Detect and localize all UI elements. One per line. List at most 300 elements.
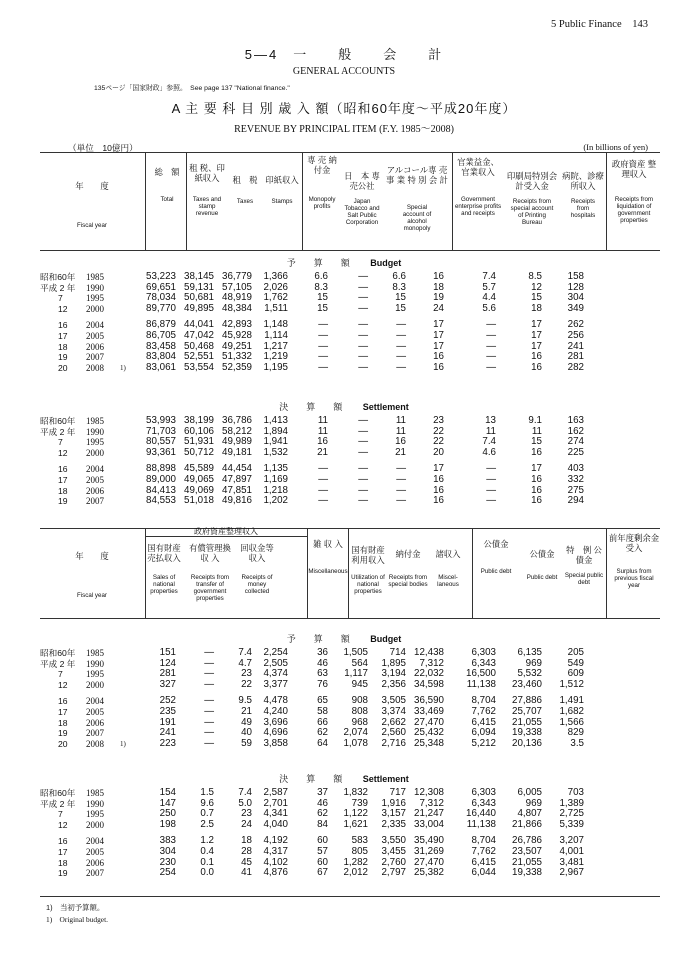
row-note: 1) xyxy=(120,739,126,748)
table-cell: 6,415 xyxy=(471,716,496,728)
table-row xyxy=(40,836,584,847)
table-cell: 15 xyxy=(395,302,406,314)
table-cell: 86,879 xyxy=(146,319,176,331)
table-row xyxy=(40,293,584,304)
table-cell: 22 xyxy=(241,678,252,690)
table-cell: 1,832 xyxy=(343,787,368,798)
table-cell: 739 xyxy=(351,797,368,809)
table-cell: 34,598 xyxy=(414,678,444,690)
table-cell: ― xyxy=(358,302,368,314)
table-cell: 7.4 xyxy=(482,271,496,282)
table-cell: 22 xyxy=(433,425,444,437)
table-cell: 2,701 xyxy=(263,797,288,809)
table-cell: 22 xyxy=(433,436,444,448)
table-cell: 49,069 xyxy=(184,484,214,496)
table-cell: 4,040 xyxy=(263,818,288,830)
table-cell: 7,312 xyxy=(419,657,444,669)
table-cell: 1,078 xyxy=(343,737,368,749)
budget-label-en-2: Budget xyxy=(370,634,402,644)
table-cell: 22,032 xyxy=(414,668,444,680)
table-cell: ― xyxy=(358,271,368,282)
table-cell: 16 xyxy=(531,495,542,507)
table-cell: 403 xyxy=(567,463,584,475)
table-cell: 27,886 xyxy=(512,695,542,707)
table-cell: 2,967 xyxy=(559,867,584,879)
table-cell: ― xyxy=(396,495,406,507)
row-year: 2008 xyxy=(86,362,104,373)
table-cell: 21,055 xyxy=(512,716,542,728)
col-alcohol-en: Special account of alcohol monopoly xyxy=(402,204,432,232)
table-cell: 49,251 xyxy=(222,340,252,352)
row-era-year: 12 xyxy=(58,819,68,830)
table-row xyxy=(40,272,584,283)
row-year: 1995 xyxy=(86,293,104,304)
table-cell: 969 xyxy=(525,797,542,809)
table-cell: 1,202 xyxy=(263,495,288,507)
row-era-year: 19 xyxy=(58,868,68,879)
table-cell: 1,916 xyxy=(381,797,406,809)
table-cell: 7,312 xyxy=(419,797,444,809)
table-cell: 21,866 xyxy=(512,818,542,830)
table-cell: 20,136 xyxy=(512,737,542,749)
row-note xyxy=(120,836,140,847)
table-cell: 7.4 xyxy=(238,647,252,658)
table-cell: 93,361 xyxy=(146,446,176,458)
table-cell: 0.7 xyxy=(200,808,214,820)
table-cell: 78,034 xyxy=(146,292,176,304)
table-cell: 281 xyxy=(567,351,584,363)
col-total-jp: 総 額 xyxy=(154,167,180,177)
table-cell: 6,005 xyxy=(517,787,542,798)
col-special-bodies-jp: 納付金 xyxy=(395,549,421,559)
row-year: 2007 xyxy=(86,868,104,879)
table-cell: ― xyxy=(358,281,368,293)
table-row xyxy=(40,669,584,680)
table-cell: 3,194 xyxy=(381,668,406,680)
table-row xyxy=(40,283,584,294)
table-cell: 1,219 xyxy=(263,351,288,363)
table-cell: 49,989 xyxy=(222,436,252,448)
table-cell: 28 xyxy=(241,845,252,857)
row-note xyxy=(120,437,140,448)
table-cell: 13 xyxy=(485,415,496,426)
col-pubdebt-en: Public debt xyxy=(480,568,512,575)
table-row xyxy=(40,659,584,670)
table-cell: ― xyxy=(396,473,406,485)
row-note xyxy=(120,486,140,497)
col-surplus-jp: 前年度剰余金受入 xyxy=(608,533,660,553)
table-cell: 21 xyxy=(317,446,328,458)
col-collected-en: Receipts of money collected xyxy=(241,574,273,595)
row-era-year: 7 xyxy=(58,809,63,820)
row-note xyxy=(120,858,140,869)
row-year: 1995 xyxy=(86,669,104,680)
row-note xyxy=(120,475,140,486)
table-cell: 8.5 xyxy=(528,271,542,282)
table-cell: 53,223 xyxy=(146,271,176,282)
table2-budget xyxy=(40,648,584,749)
table-cell: 4,807 xyxy=(517,808,542,820)
table-cell: ― xyxy=(318,351,328,363)
table-cell: ― xyxy=(358,340,368,352)
row-year: 2004 xyxy=(86,836,104,847)
table-row xyxy=(40,820,584,831)
table-cell: 254 xyxy=(159,867,176,879)
page-header xyxy=(551,19,648,30)
table-cell: 1,894 xyxy=(263,425,288,437)
table-cell: 1,169 xyxy=(263,473,288,485)
table-cell: 1.5 xyxy=(200,787,214,798)
table-cell: 23 xyxy=(241,808,252,820)
table-cell: 2,254 xyxy=(263,647,288,658)
table-cell: 66 xyxy=(317,716,328,728)
col-printing-jp: 印刷局特別会計受入金 xyxy=(506,171,558,191)
data-table xyxy=(40,416,584,507)
reference-note: 135ページ「国家財政」参照。 See page 137 "National finance." xyxy=(94,85,290,92)
col-utilization-en: Utilization of national properties xyxy=(351,574,385,595)
table-cell: 7.4 xyxy=(482,436,496,448)
row-note xyxy=(120,448,140,459)
table-cell: 48,384 xyxy=(222,302,252,314)
table-cell: 0.0 xyxy=(200,867,214,879)
table-cell: 11,138 xyxy=(466,678,496,690)
row-note xyxy=(120,416,140,427)
table-cell: 808 xyxy=(351,705,368,717)
table-cell: ― xyxy=(396,340,406,352)
table-cell: 62 xyxy=(317,808,328,820)
row-note xyxy=(120,293,140,304)
page-title: 5―4 一 般 会 計 xyxy=(244,47,444,62)
table-cell: ― xyxy=(486,351,496,363)
table-cell: ― xyxy=(318,340,328,352)
page-number: 143 xyxy=(632,19,648,30)
table-cell: 15 xyxy=(395,292,406,304)
table-cell: 1,135 xyxy=(263,463,288,475)
table-cell: ― xyxy=(358,351,368,363)
row-note xyxy=(120,304,140,315)
table-cell: ― xyxy=(486,319,496,331)
row-era-year: 16 xyxy=(58,836,68,847)
table-cell: 124 xyxy=(159,657,176,669)
table-cell: 5.0 xyxy=(238,797,252,809)
table-cell: 36,779 xyxy=(222,271,252,282)
table-cell: 21,247 xyxy=(414,808,444,820)
col-tobacco-jp: 日 本 専売公社 xyxy=(344,171,380,191)
table-cell: 7,762 xyxy=(471,705,496,717)
table-cell: 2.5 xyxy=(200,818,214,830)
table-cell: 4,317 xyxy=(263,845,288,857)
table-cell: 1,366 xyxy=(263,271,288,282)
row-year: 1995 xyxy=(86,809,104,820)
table-cell: 65 xyxy=(317,695,328,707)
row-year: 1985 xyxy=(86,416,104,426)
table-cell: 16 xyxy=(433,495,444,507)
table-cell: 11 xyxy=(531,425,542,437)
table-row xyxy=(40,809,584,820)
table-cell: 24 xyxy=(433,302,444,314)
table-cell: 235 xyxy=(159,705,176,717)
table-cell: ― xyxy=(396,484,406,496)
table-cell: 16 xyxy=(433,351,444,363)
row-year: 1985 xyxy=(86,788,104,798)
table-cell: 3,696 xyxy=(263,716,288,728)
table-cell: 3,550 xyxy=(381,835,406,847)
row-era-year: 16 xyxy=(58,464,68,475)
table-cell: 49,816 xyxy=(222,495,252,507)
table-cell: ― xyxy=(486,329,496,341)
table-cell: 230 xyxy=(159,856,176,868)
table-cell: 50,468 xyxy=(184,340,214,352)
table-row xyxy=(40,788,584,799)
table-cell: 11 xyxy=(395,415,406,426)
row-note xyxy=(120,659,140,670)
table-cell: 47,897 xyxy=(222,473,252,485)
table-cell: ― xyxy=(204,727,214,739)
table-title: A 主 要 科 目 別 歳 入 額（昭和60年度～平成20年度） xyxy=(171,101,517,116)
row-era-year: 16 xyxy=(58,696,68,707)
table-cell: 57 xyxy=(317,845,328,857)
table-row xyxy=(40,707,584,718)
table-cell: 349 xyxy=(567,302,584,314)
row-era-year: 平成 2 年 xyxy=(40,798,76,809)
col-taxes-jp: 租 税 xyxy=(232,175,258,185)
table-cell: 383 xyxy=(159,835,176,847)
table-cell: 41 xyxy=(241,867,252,879)
table-cell: 256 xyxy=(567,329,584,341)
table-cell: 33,004 xyxy=(414,818,444,830)
table-cell: 3,481 xyxy=(559,856,584,868)
row-note xyxy=(120,820,140,831)
table-cell: 19,338 xyxy=(512,727,542,739)
table-row xyxy=(40,718,584,729)
row-era-year: 平成 2 年 xyxy=(40,426,76,437)
row-note xyxy=(120,680,140,691)
table-cell: 58 xyxy=(317,705,328,717)
table-cell: 16 xyxy=(531,484,542,496)
year-header-en: Fiscal year xyxy=(77,222,107,229)
table-cell: 18 xyxy=(433,281,444,293)
table-row xyxy=(40,486,584,497)
table-cell: 88,898 xyxy=(146,463,176,475)
col-stamps-en: Stamps xyxy=(271,198,293,205)
data-table xyxy=(40,788,584,879)
table-cell: 549 xyxy=(567,657,584,669)
col-misc-en: Miscellaneous xyxy=(308,568,348,575)
row-note xyxy=(120,464,140,475)
table-row xyxy=(40,342,584,353)
table-cell: 51,018 xyxy=(184,495,214,507)
table-cell: 304 xyxy=(567,292,584,304)
row-year: 1990 xyxy=(86,282,104,293)
table-cell: 47,851 xyxy=(222,484,252,496)
table-cell: 151 xyxy=(159,647,176,658)
table-cell: 16 xyxy=(433,271,444,282)
col-govent-jp: 官業益金、官業収入 xyxy=(457,157,499,177)
table-cell: ― xyxy=(358,425,368,437)
footnote-en: 1) Original budget. xyxy=(46,915,108,924)
table-row xyxy=(40,352,584,363)
row-era-year: 17 xyxy=(58,846,68,857)
row-year: 2005 xyxy=(86,474,104,485)
table-cell: 23 xyxy=(433,415,444,426)
row-note xyxy=(120,283,140,294)
table-cell: 52,551 xyxy=(184,351,214,363)
row-note xyxy=(120,718,140,729)
table-cell: 4,478 xyxy=(263,695,288,707)
row-era-year: 平成 2 年 xyxy=(40,658,76,669)
row-note xyxy=(120,648,140,659)
row-era-year: 17 xyxy=(58,330,68,341)
table-cell: 2,797 xyxy=(381,867,406,879)
table-cell: 1,566 xyxy=(559,716,584,728)
table-cell: 147 xyxy=(159,797,176,809)
table-cell: 3,455 xyxy=(381,845,406,857)
table-cell: 6.6 xyxy=(314,271,328,282)
table-cell: 49,895 xyxy=(184,302,214,314)
table-cell: 0.4 xyxy=(200,845,214,857)
table-cell: 11 xyxy=(317,425,328,437)
table-cell: 15 xyxy=(531,436,542,448)
row-era-year: 昭和60年 xyxy=(40,272,76,282)
table-cell: ― xyxy=(318,484,328,496)
row-year: 2006 xyxy=(86,717,104,728)
row-note xyxy=(120,669,140,680)
row-note: 1) xyxy=(120,363,126,372)
table-cell: 0.1 xyxy=(200,856,214,868)
col-pubdebt-jp: 公債金 xyxy=(483,539,509,549)
table-cell: 2,725 xyxy=(559,808,584,820)
table-cell: 67 xyxy=(317,867,328,879)
table-cell: 16,440 xyxy=(466,808,496,820)
table-cell: 25,432 xyxy=(414,727,444,739)
table-cell: ― xyxy=(204,678,214,690)
settle-label-jp: 決 算 額 xyxy=(279,402,343,412)
table-cell: 36 xyxy=(317,647,328,658)
row-era-year: 19 xyxy=(58,728,68,739)
table-cell: 2,505 xyxy=(263,657,288,669)
row-year: 2005 xyxy=(86,706,104,717)
table-row xyxy=(40,847,584,858)
table-cell: 4,696 xyxy=(263,727,288,739)
table-cell: 11,138 xyxy=(466,818,496,830)
table-cell: ― xyxy=(486,463,496,475)
col-tobacco-en: Japan Tobacco and Salt Public Corporation xyxy=(344,198,380,226)
table-cell: 1,682 xyxy=(559,705,584,717)
table-cell: 63 xyxy=(317,668,328,680)
table-cell: 241 xyxy=(159,727,176,739)
row-note xyxy=(120,788,140,799)
table-cell: ― xyxy=(204,705,214,717)
budget-label-jp: 予 算 額 xyxy=(286,258,350,268)
table-cell: 45,589 xyxy=(184,463,214,475)
row-year: 2000 xyxy=(86,447,104,458)
table-cell: 58,212 xyxy=(222,425,252,437)
table-cell: 40 xyxy=(241,727,252,739)
table-cell: 17 xyxy=(531,340,542,352)
table-cell: 21,055 xyxy=(512,856,542,868)
col-misc2-en: Miscel- laneous xyxy=(437,574,459,588)
table-cell: 71,703 xyxy=(146,425,176,437)
table-cell: 2,560 xyxy=(381,727,406,739)
table-row xyxy=(40,464,584,475)
table-row xyxy=(40,475,584,486)
row-era-year: 20 xyxy=(58,362,68,373)
table-cell: 33,469 xyxy=(414,705,444,717)
table-cell: 2,074 xyxy=(343,727,368,739)
table1-budget xyxy=(40,272,584,373)
col-alcohol-jp: アルコール専 売 事 業 特 別 会 計 xyxy=(386,165,448,185)
table-cell: 8,704 xyxy=(471,695,496,707)
row-era-year: 12 xyxy=(58,447,68,458)
table-cell: 1.2 xyxy=(200,835,214,847)
table-cell: ― xyxy=(318,319,328,331)
table-cell: ― xyxy=(358,463,368,475)
col-taxstamp-en: Taxes and stamp revenue xyxy=(192,196,222,217)
table-cell: ― xyxy=(396,463,406,475)
table-cell: 38,199 xyxy=(184,415,214,426)
settle-label-en: Settlement xyxy=(362,402,409,412)
table-cell: 16 xyxy=(395,436,406,448)
col-transfer-en: Receipts from transfer of government properties xyxy=(190,574,230,602)
row-era-year: 12 xyxy=(58,303,68,314)
table-cell: 4.7 xyxy=(238,657,252,669)
table-cell: 2,587 xyxy=(263,787,288,798)
table-cell: 17 xyxy=(531,329,542,341)
table-cell: 45 xyxy=(241,856,252,868)
row-era-year: 18 xyxy=(58,341,68,352)
row-era-year: 20 xyxy=(58,738,68,749)
row-note xyxy=(120,809,140,820)
col-utilization-jp: 国有財産利用収入 xyxy=(351,545,385,565)
table-cell: ― xyxy=(358,361,368,373)
table-cell: 38,145 xyxy=(184,271,214,282)
budget-label-1 xyxy=(0,256,688,269)
table-cell: 15 xyxy=(531,292,542,304)
footnote-jp: 1) 当初予算額。 xyxy=(46,903,105,912)
table-cell: 16 xyxy=(433,473,444,485)
table-cell: ― xyxy=(358,495,368,507)
table-cell: ― xyxy=(204,657,214,669)
table-cell: 1,941 xyxy=(263,436,288,448)
table-cell: 36,590 xyxy=(414,695,444,707)
table-cell: 1,195 xyxy=(263,361,288,373)
row-era-year: 16 xyxy=(58,320,68,331)
table1-settlement xyxy=(40,416,584,507)
table-cell: 1,117 xyxy=(344,668,368,680)
row-year: 2004 xyxy=(86,464,104,475)
table-cell: ― xyxy=(358,473,368,485)
row-year: 2000 xyxy=(86,819,104,830)
table-cell: ― xyxy=(358,415,368,426)
col-special-bodies-en: Receipts from special bodies xyxy=(388,574,428,588)
table-cell: 53,554 xyxy=(184,361,214,373)
table-cell: 1,114 xyxy=(264,329,288,341)
table-cell: 51,931 xyxy=(184,436,214,448)
table-cell: 1,282 xyxy=(343,856,368,868)
table-cell: 23 xyxy=(241,668,252,680)
table-cell: 4.4 xyxy=(482,292,496,304)
row-year: 2008 xyxy=(86,738,104,749)
row-year: 1985 xyxy=(86,648,104,658)
col-hospital-en: Receipts from hospitals xyxy=(570,198,596,219)
table-cell: ― xyxy=(486,473,496,485)
row-year: 2006 xyxy=(86,857,104,868)
table-cell: 5.6 xyxy=(482,302,496,314)
row-year: 2007 xyxy=(86,728,104,739)
row-era-year: 昭和60年 xyxy=(40,788,76,798)
table-cell: 25,707 xyxy=(512,705,542,717)
table-cell: 16 xyxy=(531,351,542,363)
